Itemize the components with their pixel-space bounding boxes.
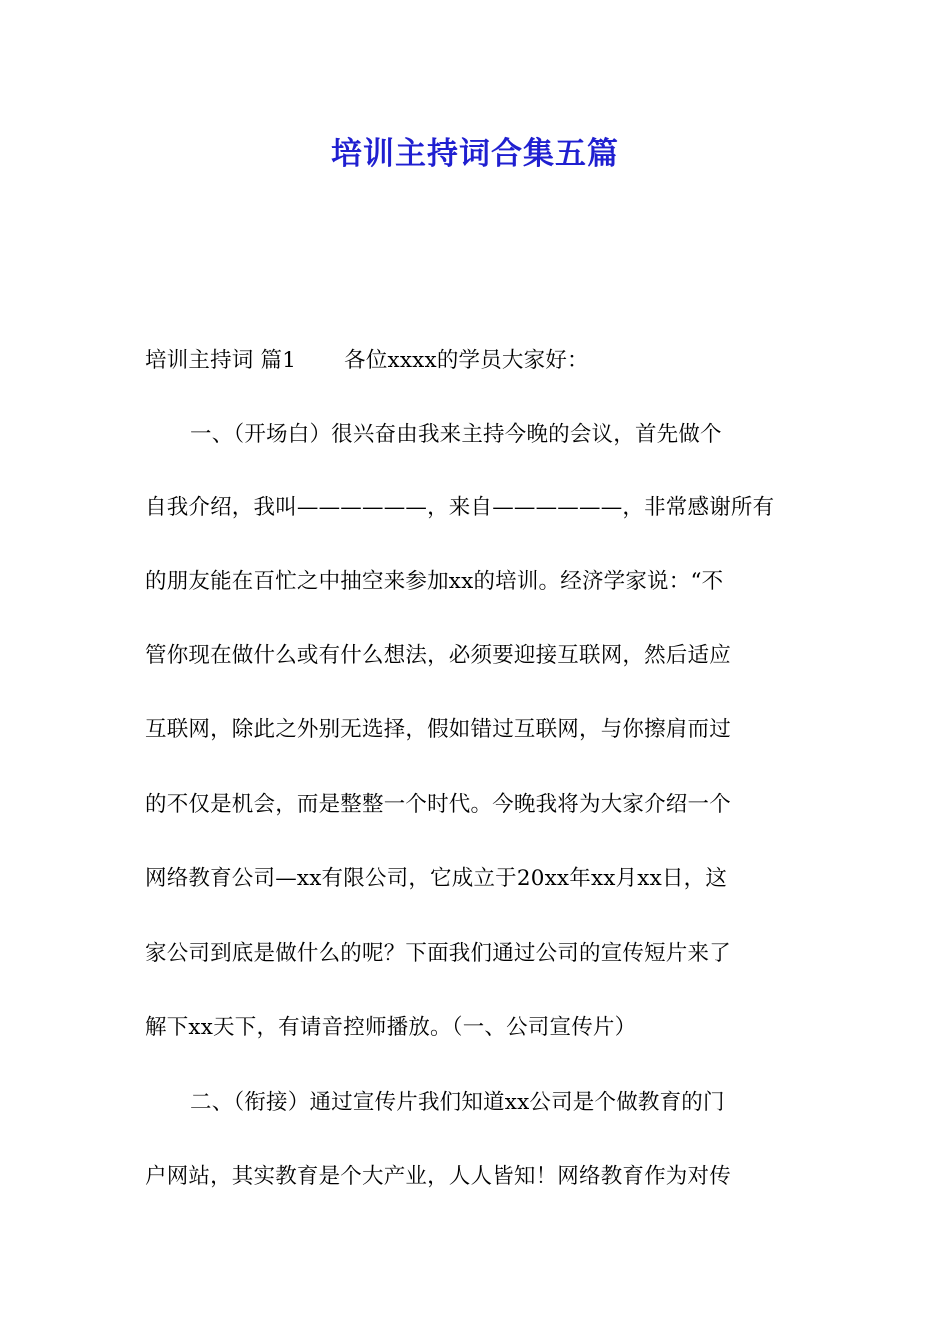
paragraph-line: 家公司到底是做什么的呢？下面我们通过公司的宣传短片来了 — [145, 941, 731, 966]
intro-line — [145, 346, 815, 376]
greeting-text: 各位xxxx的学员大家好： — [344, 348, 589, 373]
document-title: 培训主持词合集五篇 — [331, 136, 619, 172]
paragraph-line: 户网站，其实教育是个大产业，人人皆知！网络教育作为对传 — [145, 1164, 731, 1189]
paragraph-line: 管你现在做什么或有什么想法，必须要迎接互联网，然后适应 — [145, 643, 731, 668]
paragraph-line: 解下xx天下，有请音控师播放。（一、公司宣传片） — [145, 1015, 637, 1040]
paragraph-line: 一、（开场白）很兴奋由我来主持今晚的会议，首先做个 — [190, 422, 722, 447]
paragraph-line: 自我介绍，我叫——————，来自——————，非常感谢所有 — [145, 495, 775, 520]
paragraph-line: 网络教育公司—xx有限公司，它成立于20xx年xx月xx日，这 — [145, 866, 728, 891]
paragraph-line: 二、（衔接）通过宣传片我们知道xx公司是个做教育的门 — [190, 1090, 725, 1115]
paragraph-line: 的朋友能在百忙之中抽空来参加xx的培训。经济学家说：“不 — [145, 569, 724, 594]
paragraph-line: 的不仅是机会，而是整整一个时代。今晚我将为大家介绍一个 — [145, 792, 731, 817]
section-heading: 培训主持词 篇1 — [145, 348, 297, 373]
paragraph-line: 互联网，除此之外别无选择，假如错过互联网，与你擦肩而过 — [145, 717, 731, 742]
